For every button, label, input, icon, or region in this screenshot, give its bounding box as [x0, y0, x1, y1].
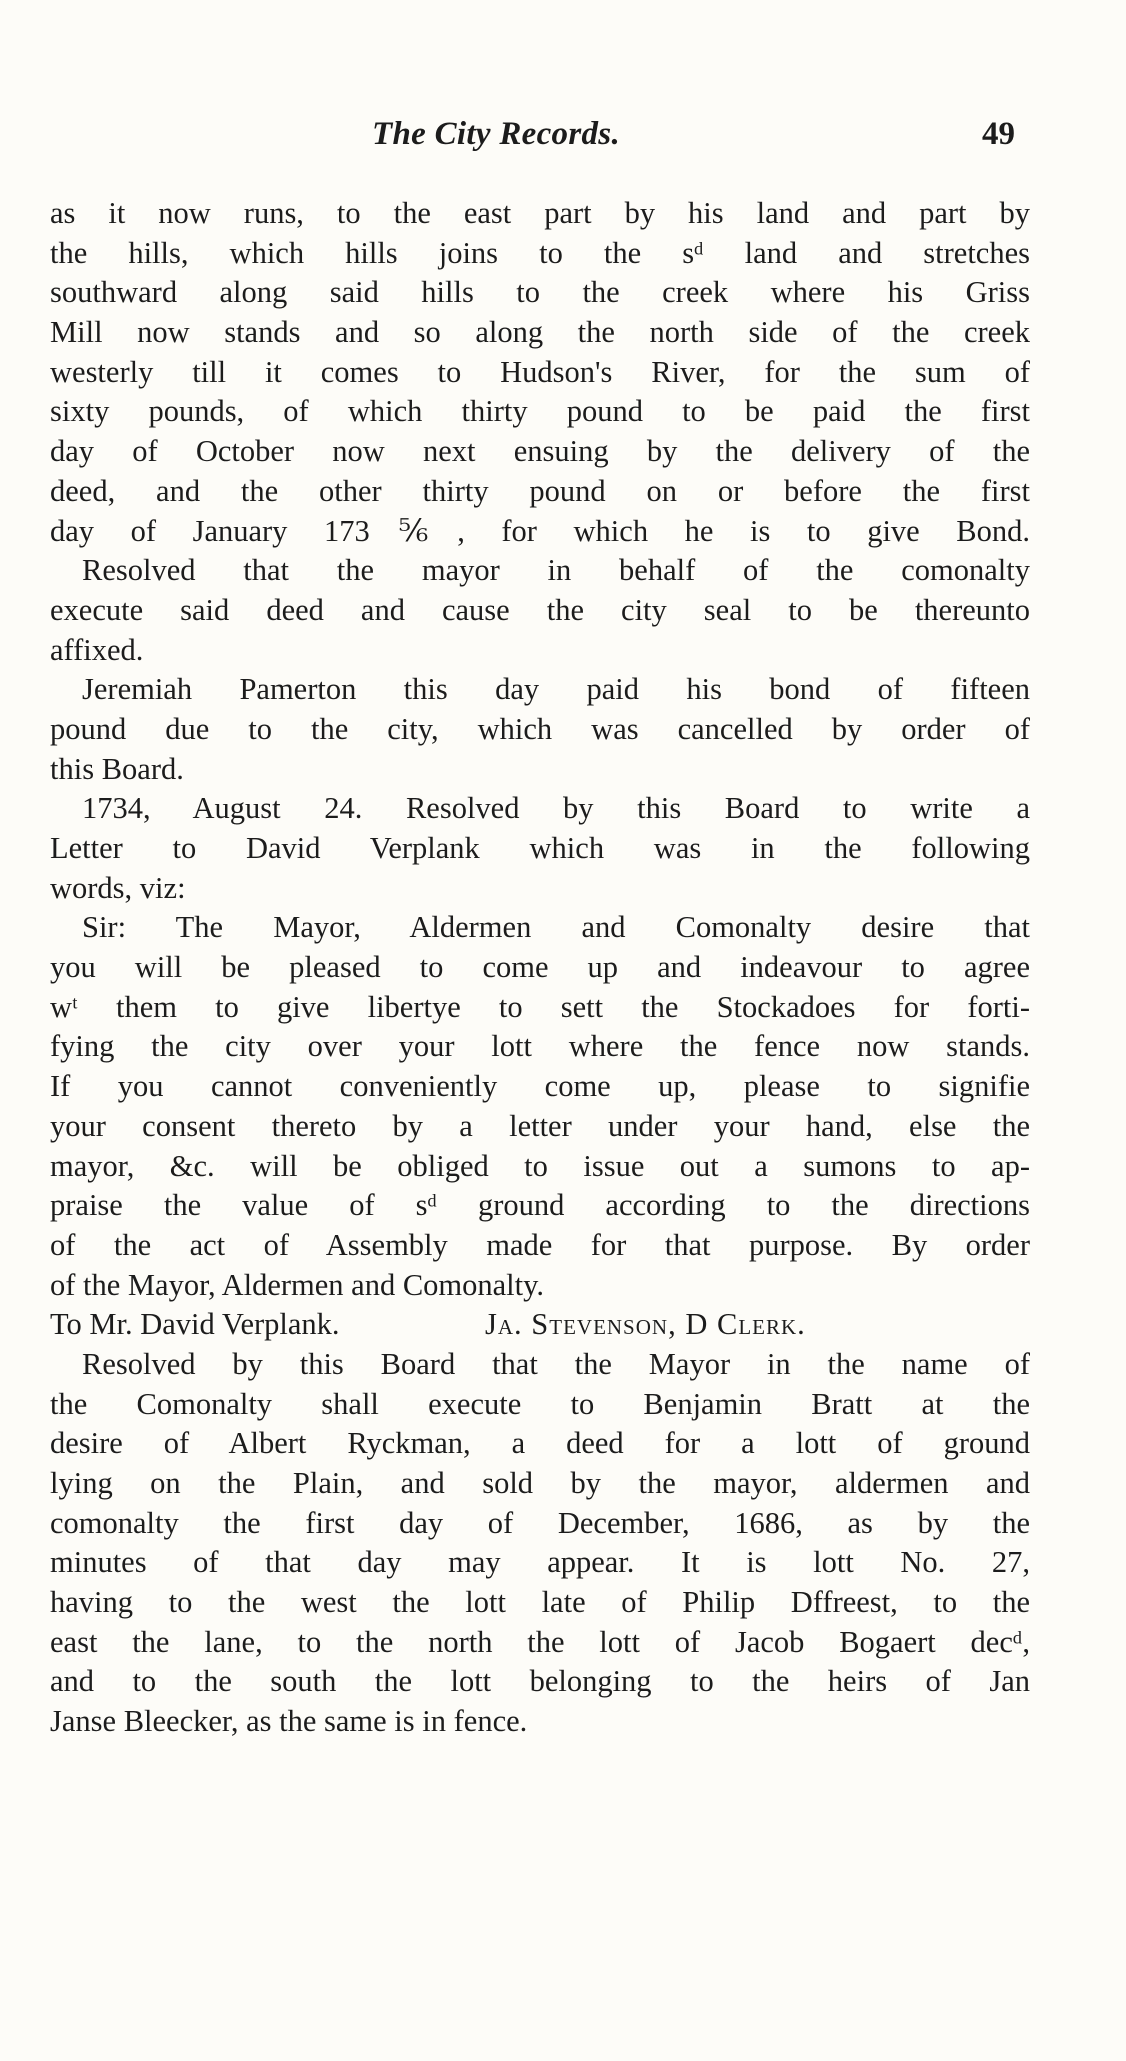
text-line: and to the south the lott belonging to the heirs of Jan: [50, 1664, 1030, 1699]
text-line: day of January 173⅚, for which he is to give Bond.: [50, 513, 1030, 548]
letter-addressee: To Mr. David Verplank.: [50, 1307, 340, 1342]
paragraph-start: Resolved by this Board that the Mayor in the name of: [82, 1346, 1030, 1381]
text-line: fying the city over your lott where the fence now stands.: [50, 1029, 1030, 1064]
text-line: of the Mayor, Aldermen and Comonalty.: [50, 1267, 545, 1302]
body-text: [50, 194, 1030, 1742]
text-line: desire of Albert Ryckman, a deed for a lott of ground: [50, 1426, 1030, 1461]
page-header: [50, 116, 1015, 164]
text-line: Letter to David Verplank which was in the following: [50, 831, 1030, 865]
text-line: mayor, &c. will be obliged to issue out a sumons to ap-: [50, 1148, 1030, 1183]
text-line: execute said deed and cause the city seal to be thereunto: [50, 592, 1030, 627]
text-line: you will be pleased to come up and indeavour to agree: [50, 950, 1030, 985]
text-line: the hills, which hills joins to the sᵈ land and stretches: [50, 235, 1030, 270]
text-line: your consent thereto by a letter under your hand, else the: [50, 1108, 1030, 1143]
text-line: praise the value of sᵈ ground according to the directions: [50, 1188, 1030, 1223]
text-line: affixed.: [50, 632, 144, 667]
text-line: Mill now stands and so along the north side of the creek: [50, 315, 1030, 350]
paragraph-start: 1734, August 24. Resolved by this Board to write a: [82, 791, 1030, 826]
text-line: of the act of Assembly made for that purpose. By order: [50, 1227, 1030, 1262]
text-line: east the lane, to the north the lott of Jacob Bogaert decᵈ,: [50, 1624, 1030, 1659]
letter-salutation: Sir: The Mayor, Aldermen and Comonalty desire that: [82, 910, 1030, 945]
text-line: pound due to the city, which was cancelled by order of: [50, 711, 1030, 746]
text-line: this Board.: [50, 751, 184, 786]
running-title: The City Records.: [372, 116, 620, 152]
text-line: Janse Bleecker, as the same is in fence.: [50, 1704, 528, 1739]
text-line: day of October now next ensuing by the delivery of the: [50, 434, 1030, 469]
text-line: wᵗ them to give libertye to sett the Stockadoes for forti-: [50, 989, 1030, 1024]
page-number: 49: [982, 116, 1015, 152]
signature-line: [50, 1305, 1030, 1345]
paragraph-start: Jeremiah Pamerton this day paid his bond of fifteen: [82, 672, 1030, 707]
text-line: If you cannot conveniently come up, please to signifie: [50, 1069, 1030, 1104]
text-line: southward along said hills to the creek where his Griss: [50, 275, 1030, 310]
text-line: comonalty the first day of December, 1686, as by the: [50, 1505, 1030, 1540]
text-line: the Comonalty shall execute to Benjamin Bratt at the: [50, 1386, 1030, 1421]
text-line: as it now runs, to the east part by his land and part by: [50, 196, 1030, 230]
text-line: westerly till it comes to Hudson's River, for the sum of: [50, 354, 1030, 389]
text-line: sixty pounds, of which thirty pound to be paid the first: [50, 394, 1030, 429]
text-line: deed, and the other thirty pound on or before the first: [50, 473, 1030, 508]
paragraph-start: Resolved that the mayor in behalf of the comonalty: [82, 553, 1030, 588]
text-line: having to the west the lott late of Philip Dffreest, to the: [50, 1585, 1030, 1620]
letter-signer: Ja. Stevenson, D Clerk.: [485, 1307, 806, 1342]
text-line: minutes of that day may appear. It is lott No. 27,: [50, 1545, 1030, 1580]
text-line: lying on the Plain, and sold by the mayor, aldermen and: [50, 1466, 1030, 1500]
text-line: words, viz:: [50, 870, 186, 905]
